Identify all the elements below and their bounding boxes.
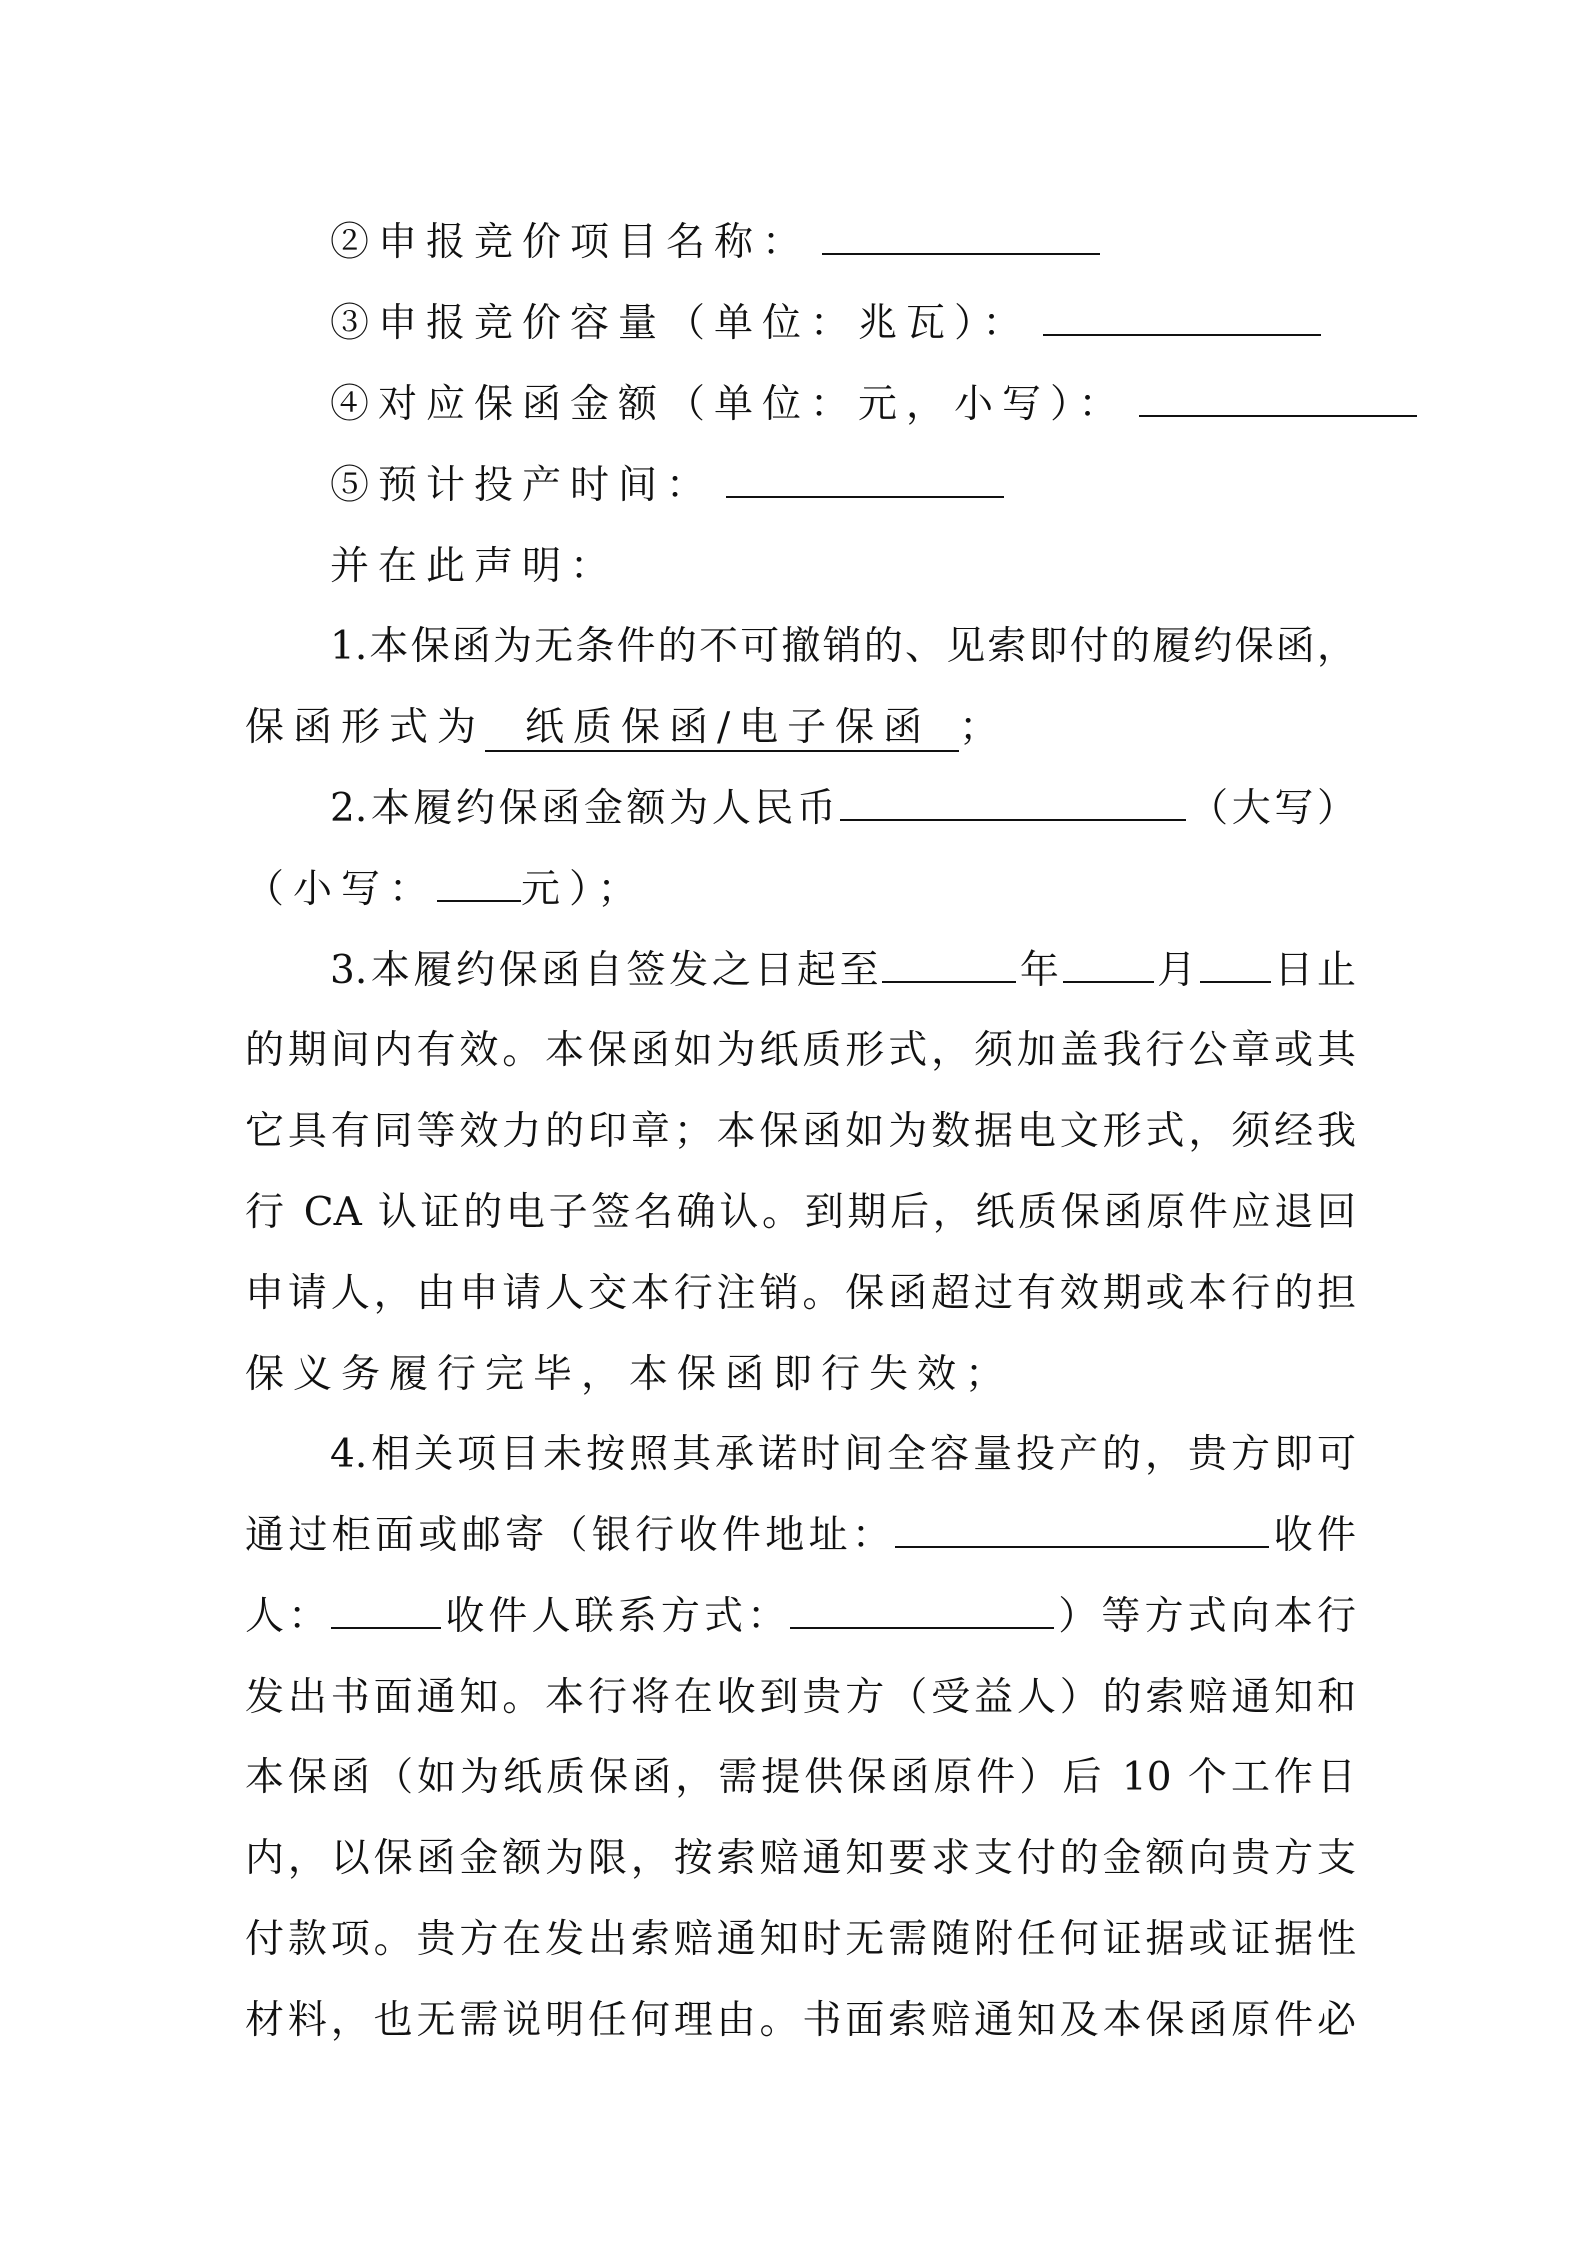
item-commission-time: ⑤预计投产时间： [245,445,1356,526]
item-project-name: ②申报竞价项目名称： [245,202,1356,283]
clause-4-line: 付款项。贵方在发出索赔通知时无需随附任何证据或证据性 [245,1917,1356,1962]
month-blank[interactable] [1063,951,1154,983]
clause-4-recipient-line: 人： 收件人联系方式： ）等方式向本行 [245,1594,1356,1639]
clause-3-line: 行 CA 认证的电子签名确认。到期后，纸质保函原件应退回 [245,1190,1356,1235]
clause-4-line: 本保函（如为纸质保函，需提供保函原件）后 10 个工作日 [245,1755,1356,1800]
item-amount: ④对应保函金额（单位：元，小写）： [245,364,1356,445]
amount-lowercase-blank[interactable] [437,870,521,902]
commission-time-blank[interactable] [726,466,1004,498]
clause-3-line: 申请人，由申请人交本行注销。保函超过有效期或本行的担 [245,1271,1356,1316]
recipient-contact-blank[interactable] [790,1597,1054,1629]
capacity-blank[interactable] [1043,304,1321,336]
recipient-blank[interactable] [331,1597,441,1629]
guarantee-form-value: 纸质保函/电子保函 [485,705,959,752]
year-blank[interactable] [882,951,1016,983]
clause-4-line: 材料，也无需说明任何理由。书面索赔通知及本保函原件必 [245,1998,1356,2043]
clause-3-line: 3.本履约保函自签发之日起至 年 月 日止 [330,948,1356,993]
clause-4-address-line: 通过柜面或邮寄（银行收件地址： 收件 [245,1513,1356,1558]
clause-3-line: 它具有同等效力的印章；本保函如为数据电文形式，须经我 [245,1109,1356,1154]
clause-3-line: 的期间内有效。本保函如为纸质形式，须加盖我行公章或其 [245,1028,1356,1073]
declare-heading: 并在此声明： [330,544,619,589]
clause-4-line: 发出书面通知。本行将在收到贵方（受益人）的索赔通知和 [245,1675,1356,1720]
clause-1-line: 1.本保函为无条件的不可撤销的、见索即付的履约保函， [330,624,1356,669]
clause-2-line: 2.本履约保函金额为人民币 （大写） [330,786,1356,831]
item-capacity: ③申报竞价容量（单位：兆瓦）： [245,283,1356,364]
amount-uppercase-blank[interactable] [840,789,1186,821]
clause-3-line: 保义务履行完毕，本保函即行失效； [245,1352,1014,1397]
project-name-blank[interactable] [822,223,1100,255]
amount-blank[interactable] [1139,385,1417,417]
clause-1-form-line: 保函形式为 纸质保函/电子保函 ； [245,705,1008,750]
day-blank[interactable] [1200,951,1271,983]
clause-4-line: 内，以保函金额为限，按索赔通知要求支付的金额向贵方支 [245,1836,1356,1881]
clause-2-lowercase-line: （小写： 元）； [245,867,646,912]
clause-4-line: 4.相关项目未按照其承诺时间全容量投产的，贵方即可 [330,1432,1356,1477]
bank-address-blank[interactable] [895,1516,1269,1548]
